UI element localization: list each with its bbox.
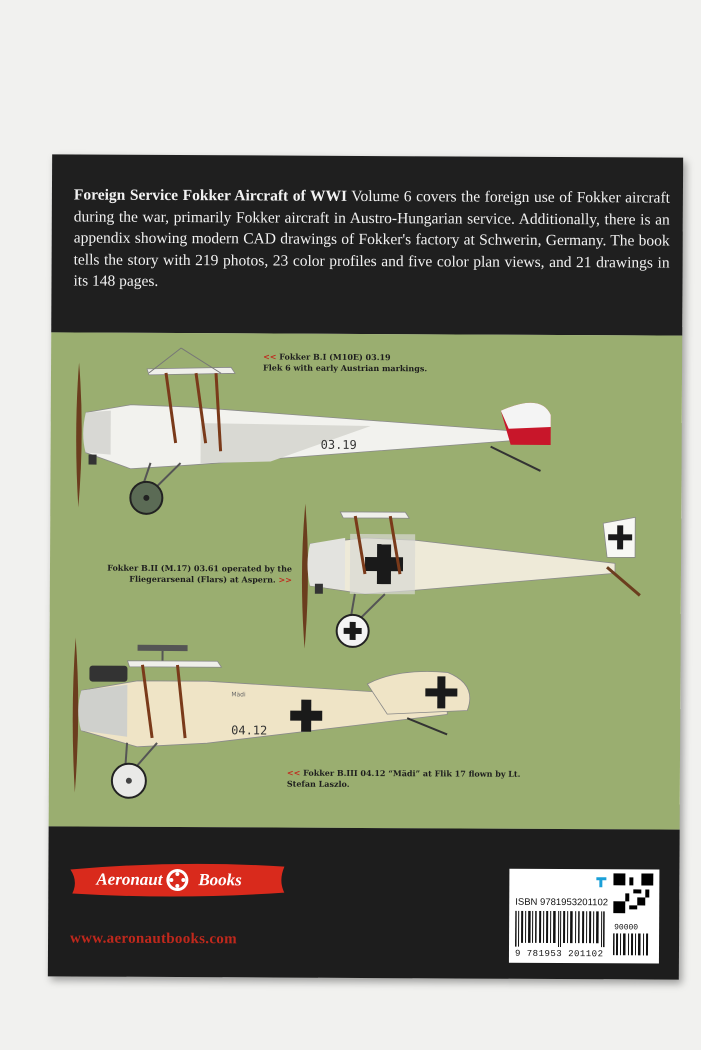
blurb-text bbox=[73, 184, 670, 295]
blurb-body: Volume 6 covers the foreign use of Fokker aircraft during the war, primarily Fokker aircraft in Austro-Hungarian service. Additionally, there is an appendix showing modern CAD drawings of Fokker's factory at Schwerin, Germany. The book tells the story with 219 photos, 23 color profiles and five color plan views, and 21 drawings in its 148 pages. bbox=[73, 187, 670, 290]
blurb-panel bbox=[51, 154, 683, 335]
publisher-panel bbox=[48, 826, 680, 979]
price-code: 90000 bbox=[614, 923, 639, 933]
book-back-cover bbox=[48, 154, 683, 979]
serial-1: 03.19 bbox=[320, 437, 357, 452]
caption-3-arrow: << bbox=[286, 767, 301, 778]
caption-1-arrow: << bbox=[263, 351, 277, 362]
caption-1-line2: Flek 6 with early Austrian markings. bbox=[263, 362, 428, 374]
caption-2-line1: Fokker B.II (M.17) 03.61 operated by the bbox=[107, 562, 293, 574]
profiles-panel bbox=[49, 332, 683, 829]
publisher-mark-icon bbox=[594, 875, 608, 889]
caption-3-line1: Fokker B.III 04.12 “Mädi” at Flik 17 flown by Lt. bbox=[303, 767, 521, 779]
caption-3-line2: Stefan Laszlo. bbox=[286, 778, 350, 789]
isbn-digits: 9 781953 201102 bbox=[514, 948, 604, 960]
isbn-barcode bbox=[509, 869, 659, 964]
serial-3: 04.12 bbox=[231, 723, 268, 738]
logo-text-left: Aeronaut bbox=[96, 869, 163, 889]
caption-3 bbox=[287, 768, 521, 791]
caption-1-line1: Fokker B.I (M10E) 03.19 bbox=[279, 351, 391, 363]
price-barcode-bars bbox=[613, 933, 651, 955]
caption-2 bbox=[102, 563, 292, 586]
caption-1 bbox=[263, 351, 427, 374]
isbn-label: ISBN 9781953201102 bbox=[515, 896, 609, 909]
barcode-bars bbox=[515, 911, 605, 947]
nickname-3: Mädi bbox=[231, 691, 246, 699]
blurb-title: Foreign Service Fokker Aircraft of WWI bbox=[73, 186, 348, 205]
caption-2-arrow: >> bbox=[278, 574, 292, 585]
publisher-url: www.aeronautbooks.com bbox=[70, 930, 237, 948]
qr-code-icon bbox=[613, 873, 653, 913]
logo-text-right: Books bbox=[198, 870, 242, 890]
caption-2-line2: Fliegerarsenal (Flars) at Aspern. bbox=[129, 573, 276, 585]
